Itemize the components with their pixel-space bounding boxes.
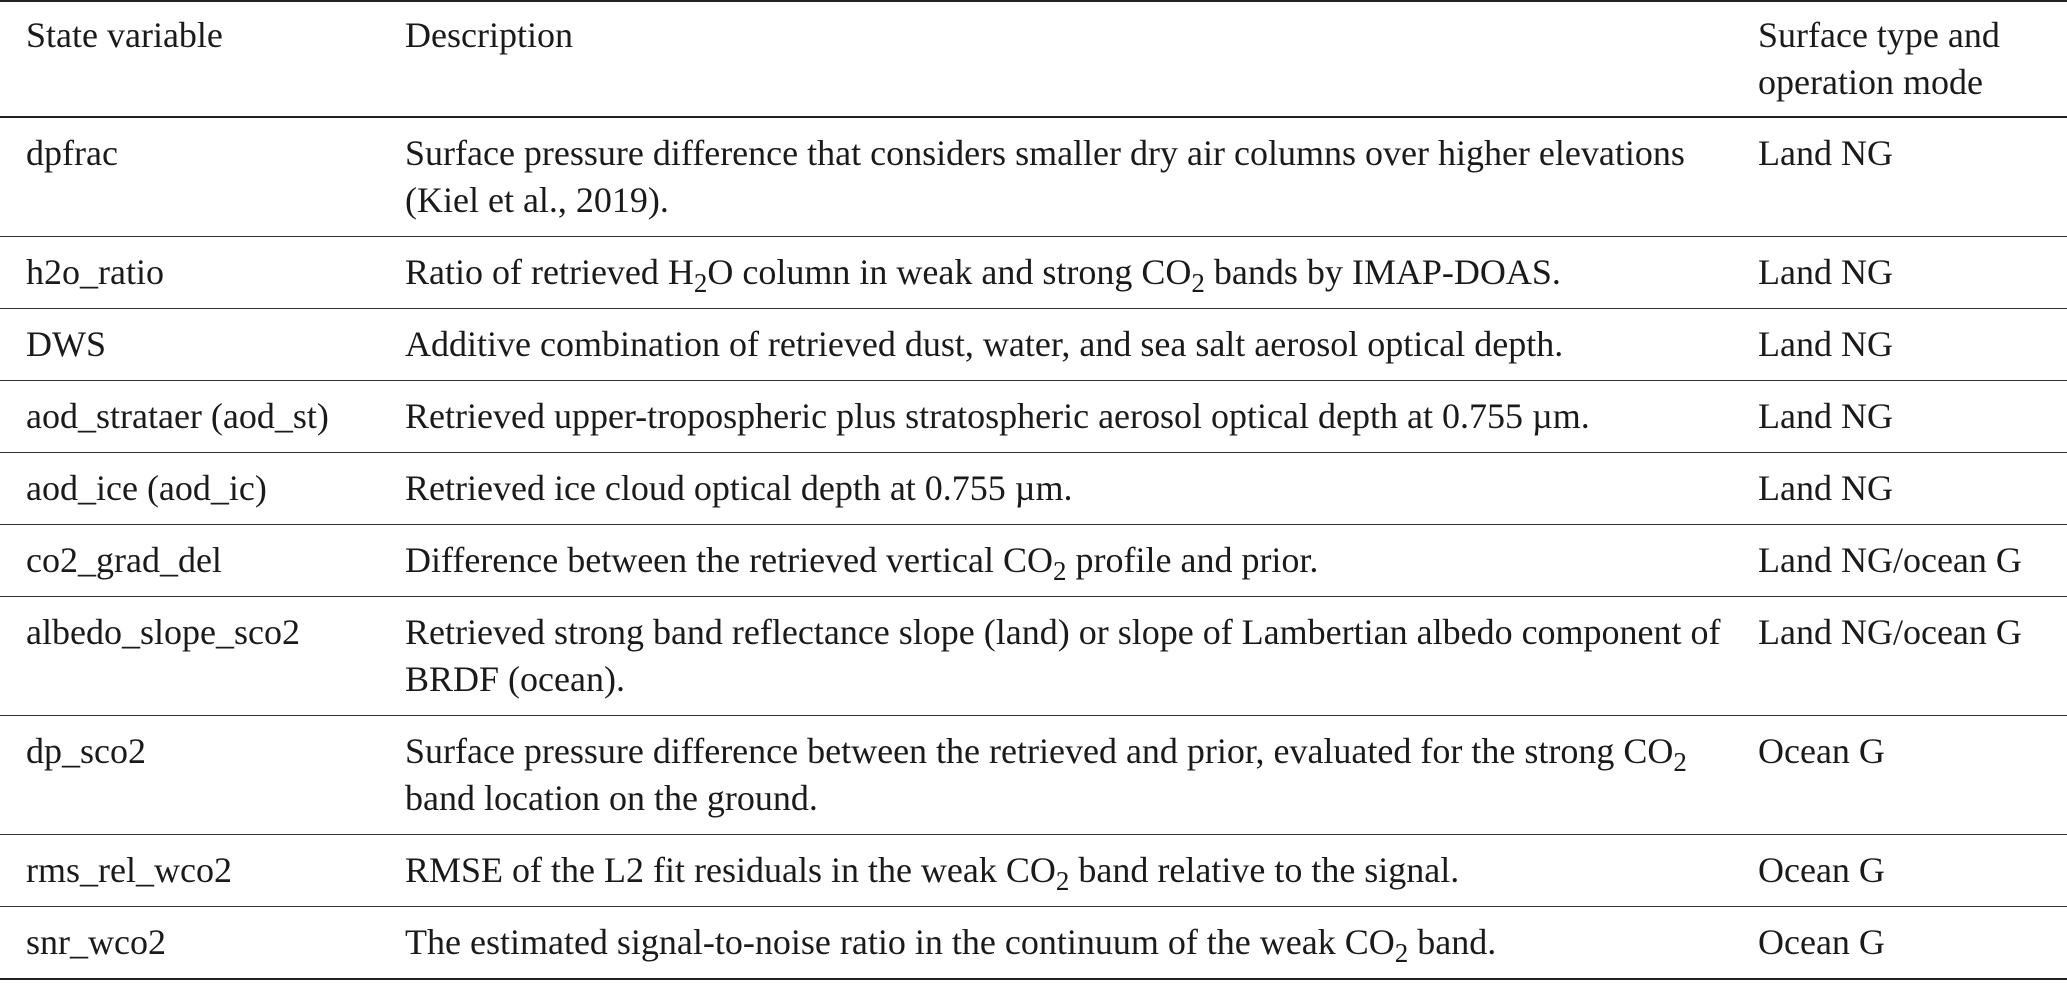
description-text: band relative to the signal.: [1069, 850, 1460, 890]
surface-mode-cell: Ocean G: [1758, 907, 2067, 980]
state-variable-cell: albedo_slope_sco2: [0, 597, 379, 716]
subscript: 2: [693, 268, 708, 298]
description-text: Retrieved upper-tropospheric plus stratospheric aerosol optical depth at 0.755 µm.: [405, 396, 1590, 436]
surface-mode-cell: Ocean G: [1758, 835, 2067, 907]
description-text: Surface pressure difference between the retrieved and prior, evaluated for the strong CO: [405, 731, 1674, 771]
description-text: Retrieved ice cloud optical depth at 0.755 µm.: [405, 468, 1073, 508]
surface-mode-cell: Land NG: [1758, 117, 2067, 237]
description-cell: [379, 835, 1758, 907]
subscript: 2: [1053, 556, 1067, 586]
subscript: 2: [1055, 866, 1070, 896]
subscript: 2: [1394, 938, 1409, 968]
description-cell: [379, 453, 1758, 525]
table-row: [0, 309, 2067, 381]
description-cell: [379, 309, 1758, 381]
table-header: [0, 1, 2067, 117]
table-body: [0, 117, 2067, 979]
description-text: Surface pressure difference that considers smaller dry air columns over higher elevations (Kiel et al., 2019).: [405, 133, 1685, 220]
description-cell: [379, 597, 1758, 716]
table-row: [0, 525, 2067, 597]
table-row: [0, 907, 2067, 980]
state-variable-cell: h2o_ratio: [0, 237, 379, 309]
subscript: 2: [1673, 747, 1687, 777]
description-text: band.: [1408, 922, 1497, 962]
state-variable-cell: aod_strataer (aod_st): [0, 381, 379, 453]
surface-mode-cell: Land NG: [1758, 237, 2067, 309]
subscript: 2: [1191, 268, 1205, 298]
description-cell: [379, 117, 1758, 237]
surface-mode-cell: Land NG: [1758, 309, 2067, 381]
description-text: Additive combination of retrieved dust, water, and sea salt aerosol optical depth.: [405, 324, 1564, 364]
description-text: profile and prior.: [1066, 540, 1319, 580]
surface-mode-cell: Land NG: [1758, 381, 2067, 453]
description-text: O column in weak and strong CO: [707, 252, 1192, 292]
state-variable-cell: dpfrac: [0, 117, 379, 237]
description-text: Retrieved strong band reflectance slope (land) or slope of Lambertian albedo component of BRDF (ocean).: [405, 612, 1721, 699]
header-surface-type-mode: Surface type and operation mode: [1758, 1, 2067, 117]
description-text: Difference between the retrieved vertical CO: [405, 540, 1053, 580]
table-row: [0, 117, 2067, 237]
surface-mode-cell: Land NG/ocean G: [1758, 525, 2067, 597]
state-variable-cell: dp_sco2: [0, 716, 379, 835]
table-row: [0, 237, 2067, 309]
surface-mode-cell: Land NG: [1758, 453, 2067, 525]
table-row: [0, 835, 2067, 907]
description-text: band location on the ground.: [405, 778, 818, 818]
description-cell: [379, 907, 1758, 980]
description-cell: [379, 237, 1758, 309]
description-cell: [379, 716, 1758, 835]
state-variable-cell: rms_rel_wco2: [0, 835, 379, 907]
surface-mode-cell: Ocean G: [1758, 716, 2067, 835]
state-variable-cell: snr_wco2: [0, 907, 379, 980]
table-row: [0, 381, 2067, 453]
state-variable-cell: co2_grad_del: [0, 525, 379, 597]
table-row: [0, 597, 2067, 716]
header-state-variable: State variable: [0, 1, 379, 117]
state-variable-cell: DWS: [0, 309, 379, 381]
header-row: [0, 1, 2067, 117]
description-text: Ratio of retrieved H: [405, 252, 694, 292]
description-text: RMSE of the L2 fit residuals in the weak CO: [405, 850, 1056, 890]
description-text: bands by IMAP-DOAS.: [1204, 252, 1561, 292]
table-row: [0, 453, 2067, 525]
description-cell: [379, 381, 1758, 453]
description-cell: [379, 525, 1758, 597]
table-row: [0, 716, 2067, 835]
description-text: The estimated signal-to-noise ratio in the continuum of the weak CO: [405, 922, 1395, 962]
header-description: Description: [379, 1, 1758, 117]
surface-mode-cell: Land NG/ocean G: [1758, 597, 2067, 716]
state-variable-cell: aod_ice (aod_ic): [0, 453, 379, 525]
